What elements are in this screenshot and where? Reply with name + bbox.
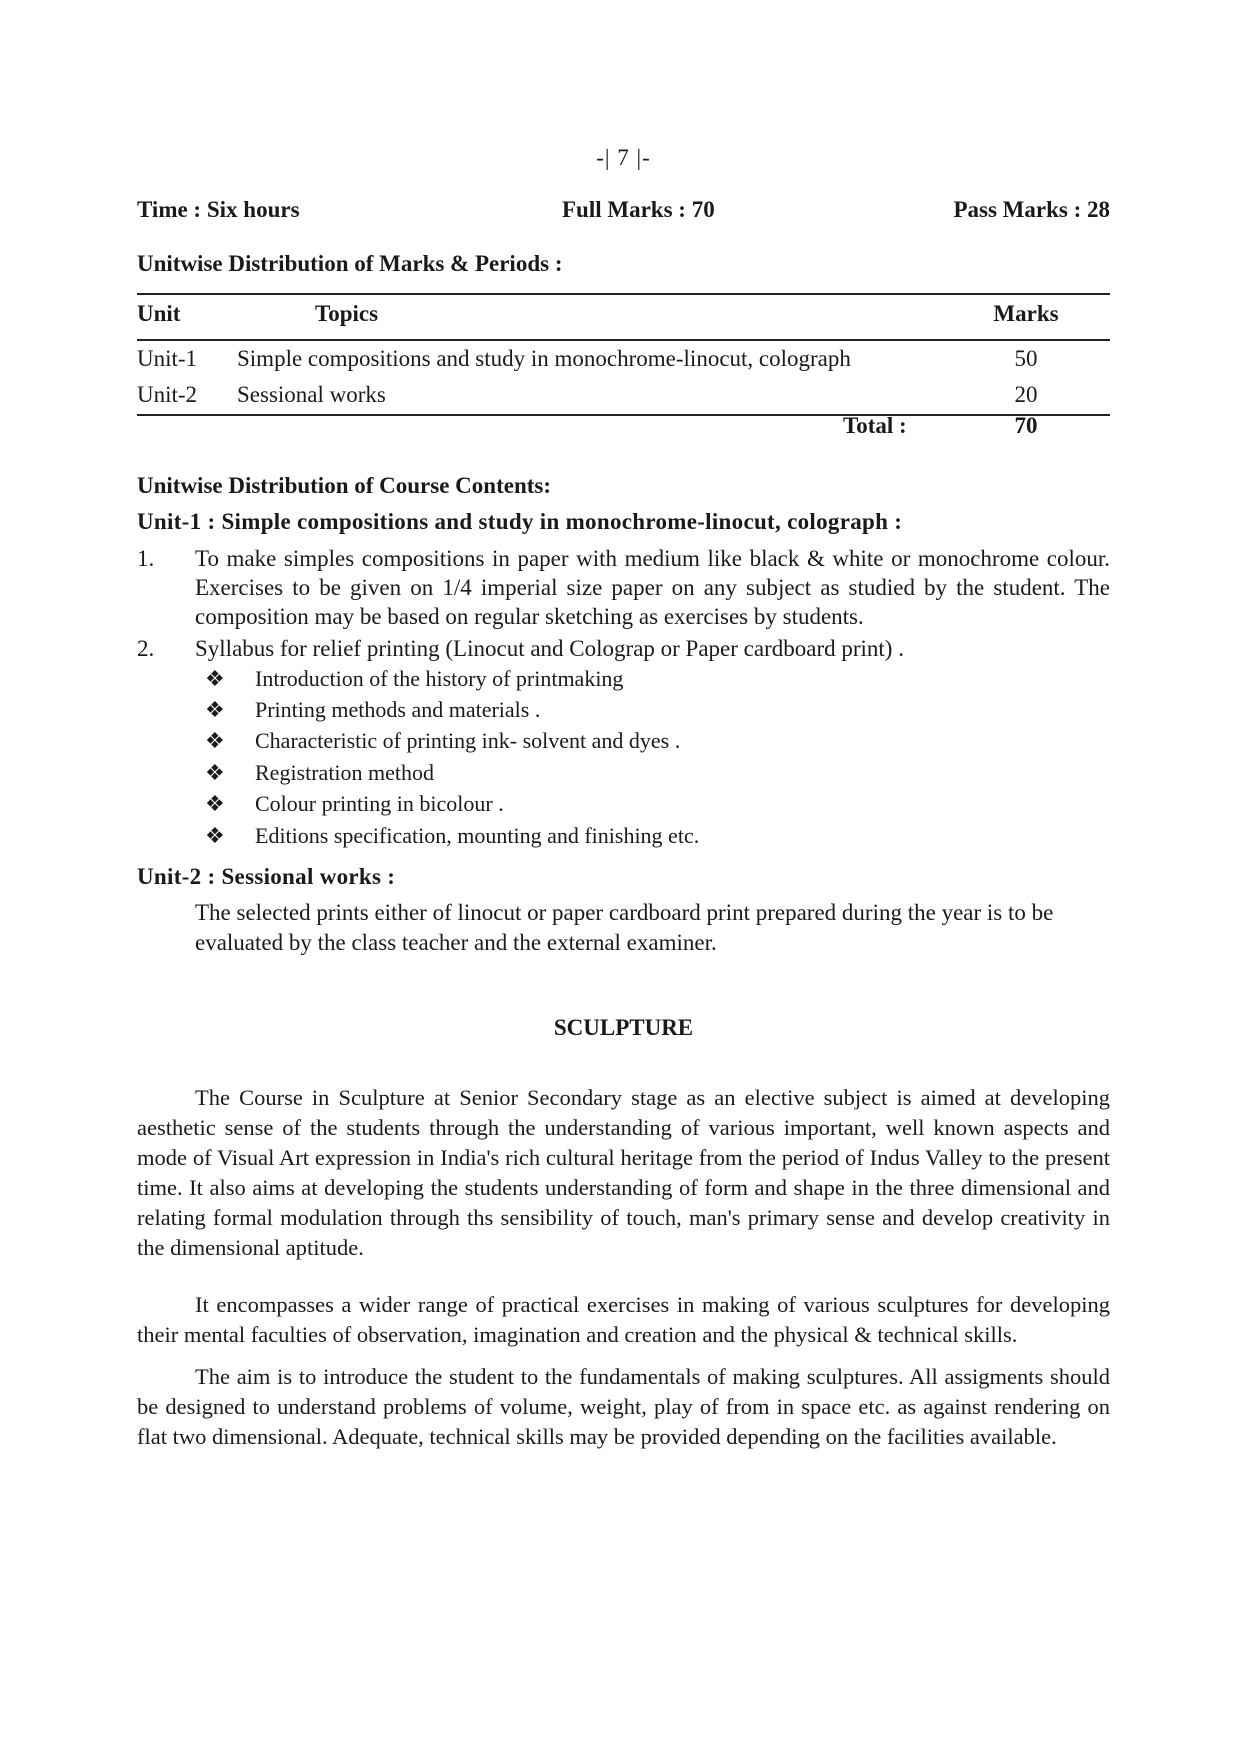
unit2-description: The selected prints either of linocut or paper cardboard print prepared during the year is to be evaluated by the class teacher and the external examiner. [195,900,1054,955]
table-row [137,346,1110,376]
sculpture-paragraph: The Course in Sculpture at Senior Secondary stage as an elective subject is aimed at developing aesthetic sense of the students through the understanding of various important, well known aspects and mode of Visual Art expression in India's rich cultural heritage from the period of Indus Valley to the present time. It also aims at developing the students understanding of form and shape in the three dimensional and relating formal modulation through ths sensibility of touch, man's primary sense and develop creativity in the dimensional aptitude. [137,1085,1110,1260]
column-header-unit: Unit [137,301,181,326]
row-unit: Unit-2 [137,382,198,407]
bullet-text: Characteristic of printing ink- solvent and dyes . [255,728,681,753]
unit1-heading: Unit-1 : Simple compositions and study in monochrome-linocut, colograph : [137,509,903,534]
diamond-bullet-icon: ❖ [205,760,225,785]
diamond-bullet-icon: ❖ [205,697,225,722]
exam-pass-marks: Pass Marks : 28 [953,197,1110,222]
total-label: Total : [843,413,907,438]
item-number: 2. [137,636,155,661]
table-total-row [137,413,1110,443]
column-header-marks: Marks [993,301,1059,326]
exam-info-row [137,197,1110,227]
sculpture-paragraph: It encompasses a wider range of practical exercises in making of various sculptures for developing their mental faculties of observation, imagination and creation and the physical & technical skills. [137,1292,1110,1347]
exam-full-marks: Full Marks : 70 [562,197,715,222]
bullet-text: Registration method [255,760,435,785]
item-text: Syllabus for relief printing (Linocut and Colograp or Paper cardboard print) . [195,636,904,661]
diamond-bullet-icon: ❖ [205,823,225,848]
item-number: 1. [137,546,155,571]
row-unit: Unit-1 [137,346,198,371]
bullet-text: Printing methods and materials . [255,697,541,722]
row-marks: 20 [1014,382,1038,407]
sculpture-paragraph: The aim is to introduce the student to the fundamentals of making sculptures. All assigments should be designed to understand problems of volume, weight, play of from in space etc. as against rendering on flat two dimensional. Adequate, technical skills may be provided depending on the facilities available. [137,1364,1110,1449]
course-contents-heading: Unitwise Distribution of Course Contents: [137,473,551,498]
total-marks: 70 [1014,413,1038,438]
diamond-bullet-icon: ❖ [205,791,225,816]
row-topic: Simple compositions and study in monochrome-linocut, colograph [237,346,851,371]
column-header-topics: Topics [315,301,379,326]
table-header-row [137,301,1110,331]
numbered-item [137,544,1110,634]
page-number: -| 7 |- [596,145,651,170]
exam-time: Time : Six hours [137,197,300,222]
unit2-heading: Unit-2 : Sessional works : [137,864,396,889]
marks-distribution-heading: Unitwise Distribution of Marks & Periods : [137,251,563,276]
row-marks: 50 [1014,346,1038,371]
row-topic: Sessional works [237,382,386,407]
bullet-text: Editions specification, mounting and finishing etc. [255,823,700,848]
diamond-bullet-icon: ❖ [205,666,225,691]
item-text: To make simples compositions in paper with medium like black & white or monochrome colour. Exercises to be given on 1/4 imperial size paper on any subject as studied by the student. The composition may be based on regular sketching as exercises by students. [195,546,1110,629]
bullet-text: Introduction of the history of printmaking [255,666,624,691]
table-header-rule [137,339,1110,341]
sculpture-heading: SCULPTURE [553,1015,694,1040]
bullet-text: Colour printing in bicolour . [255,791,504,816]
table-top-rule [137,293,1110,295]
numbered-item [137,634,1110,664]
diamond-bullet-icon: ❖ [205,728,225,753]
table-row [137,382,1110,412]
